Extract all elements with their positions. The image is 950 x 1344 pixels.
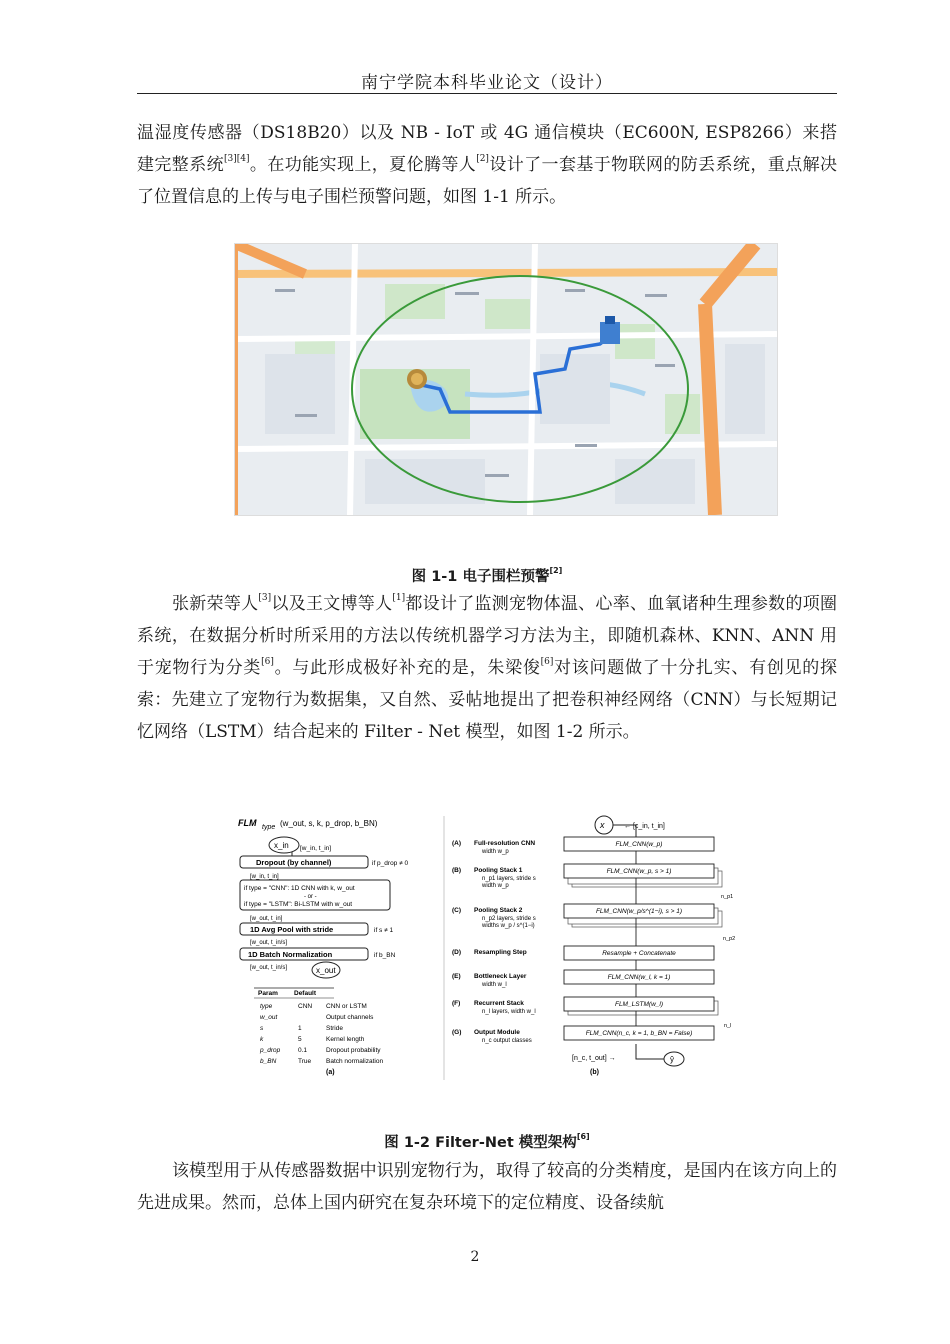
stage-id: (F)	[452, 1000, 461, 1007]
param-name: w_out	[260, 1014, 278, 1021]
stage-id: (G)	[452, 1029, 462, 1036]
lstm-option: if type = "LSTM": Bi-LSTM with w_out	[244, 901, 353, 908]
stage-id: (C)	[452, 907, 462, 914]
y-hat-node: ŷ	[670, 1055, 674, 1064]
p2-text-d: 。与此形成极好补充的是，朱梁俊	[273, 658, 541, 678]
param-name: b_BN	[260, 1058, 277, 1065]
stage-name: Resampling Step	[474, 949, 527, 956]
dropout-box: Dropout (by channel)	[256, 858, 332, 867]
right-x-dims: ← [c_in, t_in]	[624, 823, 665, 830]
param-default: 5	[298, 1036, 302, 1043]
p1-text-c: 设计了一套基于物联网的防丢系统，重点解决了位置信息的上传与电子围栏预警问题，如图 1-1 所示。	[137, 155, 838, 207]
stage-sub2: width w_p	[482, 883, 509, 889]
stage-box-label: FLM_CNN(w_p, s > 1)	[606, 868, 672, 875]
stage-box-label: FLM_CNN(w_p/s^(1−i), s > 1)	[595, 908, 683, 915]
stage-sub: n_l layers, width w_l	[482, 1009, 536, 1015]
figure-1-caption	[137, 565, 837, 586]
dims-win-tin: [w_in, t_in]	[300, 845, 332, 852]
citation: [3][4]	[224, 154, 250, 165]
figure-1-caption-text: 图 1-1 电子围栏预警	[411, 569, 550, 585]
stage-box-label: FLM_CNN(n_c, k = 1, b_BN = False)	[585, 1030, 693, 1037]
p1-text-b: 。在功能实现上，夏伦腾等人	[249, 155, 477, 175]
flm-title-sub: type	[262, 824, 276, 831]
stage-id: (E)	[452, 973, 461, 980]
stage-name: Pooling Stack 2	[474, 907, 523, 914]
stage-name: Recurrent Stack	[474, 1000, 524, 1007]
citation: [3]	[258, 593, 272, 604]
stage-name: Full-resolution CNN	[474, 840, 536, 847]
dims-wout-tin: [w_out, t_in]	[250, 916, 283, 922]
stage-sub: n_p1 layers, stride s	[482, 876, 536, 882]
citation: [6]	[576, 1132, 590, 1142]
batch-norm-condition: if b_BN	[374, 952, 396, 959]
param-description: Batch normalization	[326, 1058, 384, 1065]
stage-box-label: FLM_CNN(w_p)	[615, 841, 663, 848]
avg-pool-condition: if s ≠ 1	[374, 927, 394, 934]
panel-b-label: (b)	[590, 1069, 599, 1076]
paragraph-3: 该模型用于从传感器数据中识别宠物行为，取得了较高的分类精度，是国内在该方向上的先进成果。然而，总体上国内研究在复杂环境下的定位精度、设备续航	[137, 1161, 837, 1213]
stage-box-label: FLM_CNN(w_l, k = 1)	[607, 974, 671, 981]
citation: [6]	[540, 657, 554, 668]
stage-id: (A)	[452, 840, 462, 847]
stage-box-label: Resample + Concatenate	[602, 950, 676, 957]
param-description: Stride	[326, 1025, 343, 1032]
citation: [2]	[476, 154, 489, 165]
panel-a-label: (a)	[326, 1069, 335, 1076]
dropout-condition: if p_drop ≠ 0	[372, 860, 409, 867]
or-label: - or -	[304, 894, 317, 900]
stage-list	[452, 837, 722, 1044]
stage-sub: width w_l	[482, 982, 507, 988]
stage-sub2: widths w_p / s^(1−i)	[482, 923, 535, 929]
flm-title: FLM	[238, 818, 257, 828]
param-description: Kernel length	[326, 1036, 365, 1043]
param-header: Param	[258, 990, 278, 997]
param-description: Dropout probability	[326, 1047, 381, 1054]
np1-label: n_p1	[721, 894, 734, 900]
cnn-option: if type = "CNN": 1D CNN with k, w_out	[244, 885, 355, 892]
stage-id: (B)	[452, 867, 462, 874]
citation: [2]	[549, 566, 563, 576]
param-name: k	[260, 1036, 264, 1043]
electronic-fence-map	[234, 243, 778, 516]
filter-net-diagram	[234, 812, 750, 1088]
right-x-node: x	[600, 820, 605, 830]
paragraph-2	[137, 588, 837, 748]
stage-name: Output Module	[474, 1029, 520, 1036]
stage-box-label: FLM_LSTM(w_l)	[614, 1001, 664, 1008]
page-header: 南宁学院本科毕业论文（设计）	[361, 73, 613, 93]
stage-sub: width w_p	[482, 849, 509, 855]
batch-norm-box: 1D Batch Normalization	[248, 950, 333, 959]
stage-sub: n_c output classes	[482, 1038, 532, 1044]
x-out-node: x_out	[316, 966, 336, 975]
stage-id: (D)	[452, 949, 462, 956]
stage-name: Pooling Stack 1	[474, 867, 523, 874]
param-default: 1	[298, 1025, 302, 1032]
param-default: True	[298, 1058, 312, 1065]
p2-text-b: 以及王文博等人	[271, 594, 393, 614]
stage-name: Bottleneck Layer	[474, 973, 527, 980]
page-number: 2	[470, 1249, 480, 1265]
p1-text-a: 温湿度传感器（DS18B20）以及 NB - IoT 或 4G 通信模块（EC600N, ESP8266）来搭建完整系统	[137, 123, 837, 175]
param-description: CNN or LSTM	[326, 1003, 367, 1010]
x-in-node: x_in	[274, 841, 289, 850]
citation: [6]	[261, 657, 274, 668]
flm-title-args: (w_out, s, k, p_drop, b_BN)	[280, 819, 378, 828]
np2-label: n_p2	[723, 936, 736, 942]
figure-2-caption-text: 图 1-2 Filter-Net 模型架构	[384, 1135, 577, 1151]
p2-text-c: 都设计了监测宠物体温、心率、血氧诸种生理参数的项圈系统，在数据分析时所采用的方法以传统机器学习方法为主，即随机森林、KNN、ANN 用于宠物行为分类	[137, 594, 838, 678]
nl-label: n_l	[724, 1023, 732, 1029]
dims-wout-tins: [w_out, t_in/s]	[250, 940, 288, 946]
output-dims: [n_c, t_out] →	[572, 1055, 616, 1062]
header-rule	[137, 93, 837, 94]
dims-win-tin-2: [w_in, t_in]	[250, 874, 279, 880]
param-default: 0.1	[298, 1047, 308, 1054]
p2-text-e: 对该问题做了十分扎实、有创见的探索：先建立了宠物行为数据集，又自然、妥帖地提出了把卷积神经网络（CNN）与长短期记忆网络（LSTM）结合起来的 Filter - Net 模型，如图 1-2 所示。	[137, 658, 838, 742]
param-description: Output channels	[326, 1014, 374, 1021]
param-name: p_drop	[260, 1047, 281, 1054]
citation: [1]	[392, 593, 406, 604]
p2-text-a: 张新荣等人	[172, 594, 259, 614]
param-name: s	[260, 1025, 264, 1032]
param-table	[259, 1003, 383, 1065]
avg-pool-box: 1D Avg Pool with stride	[250, 925, 334, 934]
dims-wout-tins-2: [w_out, t_in/s]	[250, 965, 288, 971]
figure-2-caption	[137, 1131, 837, 1152]
paragraph-1	[137, 117, 837, 213]
default-header: Default	[294, 990, 317, 997]
param-name: type	[260, 1003, 273, 1010]
param-default: CNN	[298, 1003, 313, 1010]
stage-sub: n_p2 layers, stride s	[482, 916, 536, 922]
